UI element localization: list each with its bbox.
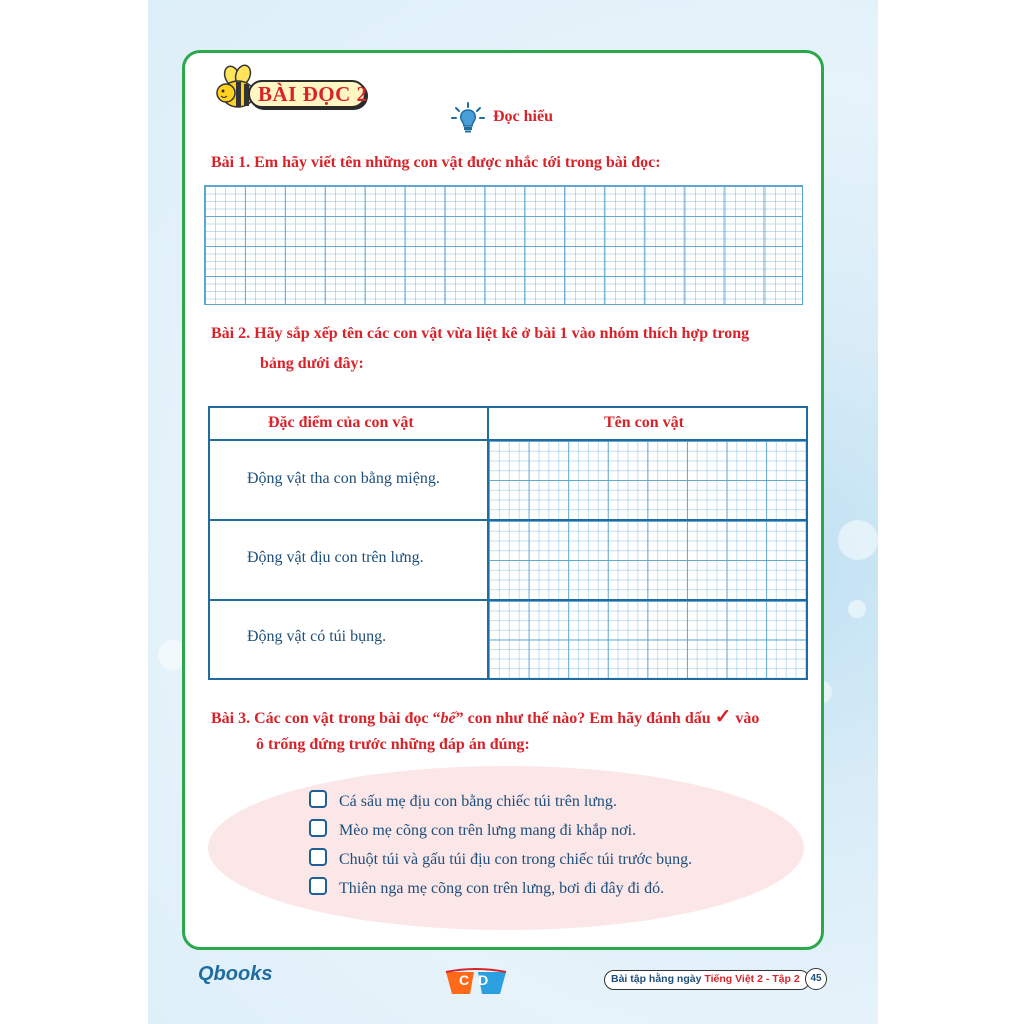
cd-logo-text: CD (459, 972, 498, 988)
bubble-decoration (838, 520, 878, 560)
page-number: 45 (805, 968, 827, 990)
lesson-title: BÀI ĐỌC 2 (258, 82, 368, 106)
exercise-1-prompt: Bài 1. Em hãy viết tên những con vật được nhắc tới trong bài đọc: (211, 154, 661, 171)
exercise-3-quoted-word: bế (440, 710, 456, 727)
option-label: Mèo mẹ cõng con trên lưng mang đi khắp nơi. (339, 822, 637, 839)
checkmark-icon: ✓ (714, 706, 732, 728)
exercise-3-text: vào (735, 710, 760, 727)
lightbulb-icon (451, 102, 485, 134)
exercise-2-prompt-line1: Bài 2. Hãy sắp xếp tên các con vật vừa liệt kê ở bài 1 vào nhóm thích hợp trong (211, 325, 750, 342)
option-label: Thiên nga mẹ cõng con trên lưng, bơi đi đây đi đó. (339, 880, 665, 897)
exercise-2-prompt-line2: bảng dưới đây: (260, 355, 364, 372)
option-checkbox[interactable] (309, 848, 327, 866)
exercise-3-text: Bài 3. Các con vật trong bài đọc “ (211, 710, 441, 727)
option-label: Cá sấu mẹ địu con bằng chiếc túi trên lưng. (339, 793, 617, 810)
publisher-logo: Qbooks (198, 963, 273, 985)
answer-grid-row-3[interactable] (489, 601, 806, 678)
table-row-characteristic: Động vật địu con trên lưng. (247, 549, 424, 566)
table-header-animal-name: Tên con vật (604, 414, 684, 431)
table-header-characteristic: Đặc điểm của con vật (268, 414, 414, 431)
answer-options-panel (208, 766, 804, 930)
exercise-3-prompt-line1 (211, 707, 759, 727)
answer-grid-row-1[interactable] (489, 441, 806, 519)
option-checkbox[interactable] (309, 790, 327, 808)
series-prefix: Bài tập hằng ngày (611, 973, 705, 985)
table-row-characteristic: Động vật có túi bụng. (247, 628, 387, 645)
section-title: Đọc hiểu (493, 108, 553, 125)
table-row-characteristic: Động vật tha con bằng miệng. (247, 470, 440, 487)
exercise-1-writing-grid[interactable] (204, 185, 803, 305)
option-checkbox[interactable] (309, 877, 327, 895)
series-subject: Tiếng Việt 2 - Tập 2 (704, 973, 800, 985)
exercise-3-prompt-line2: ô trống đứng trước những đáp án đúng: (256, 736, 530, 753)
answer-grid-row-2[interactable] (489, 521, 806, 599)
option-label: Chuột túi và gấu túi địu con trong chiếc túi trước bụng. (339, 851, 693, 868)
series-label (604, 970, 810, 990)
exercise-3-text: ” con như thế nào? Em hãy đánh dấu (455, 710, 711, 727)
bubble-decoration (848, 600, 866, 618)
option-checkbox[interactable] (309, 819, 327, 837)
